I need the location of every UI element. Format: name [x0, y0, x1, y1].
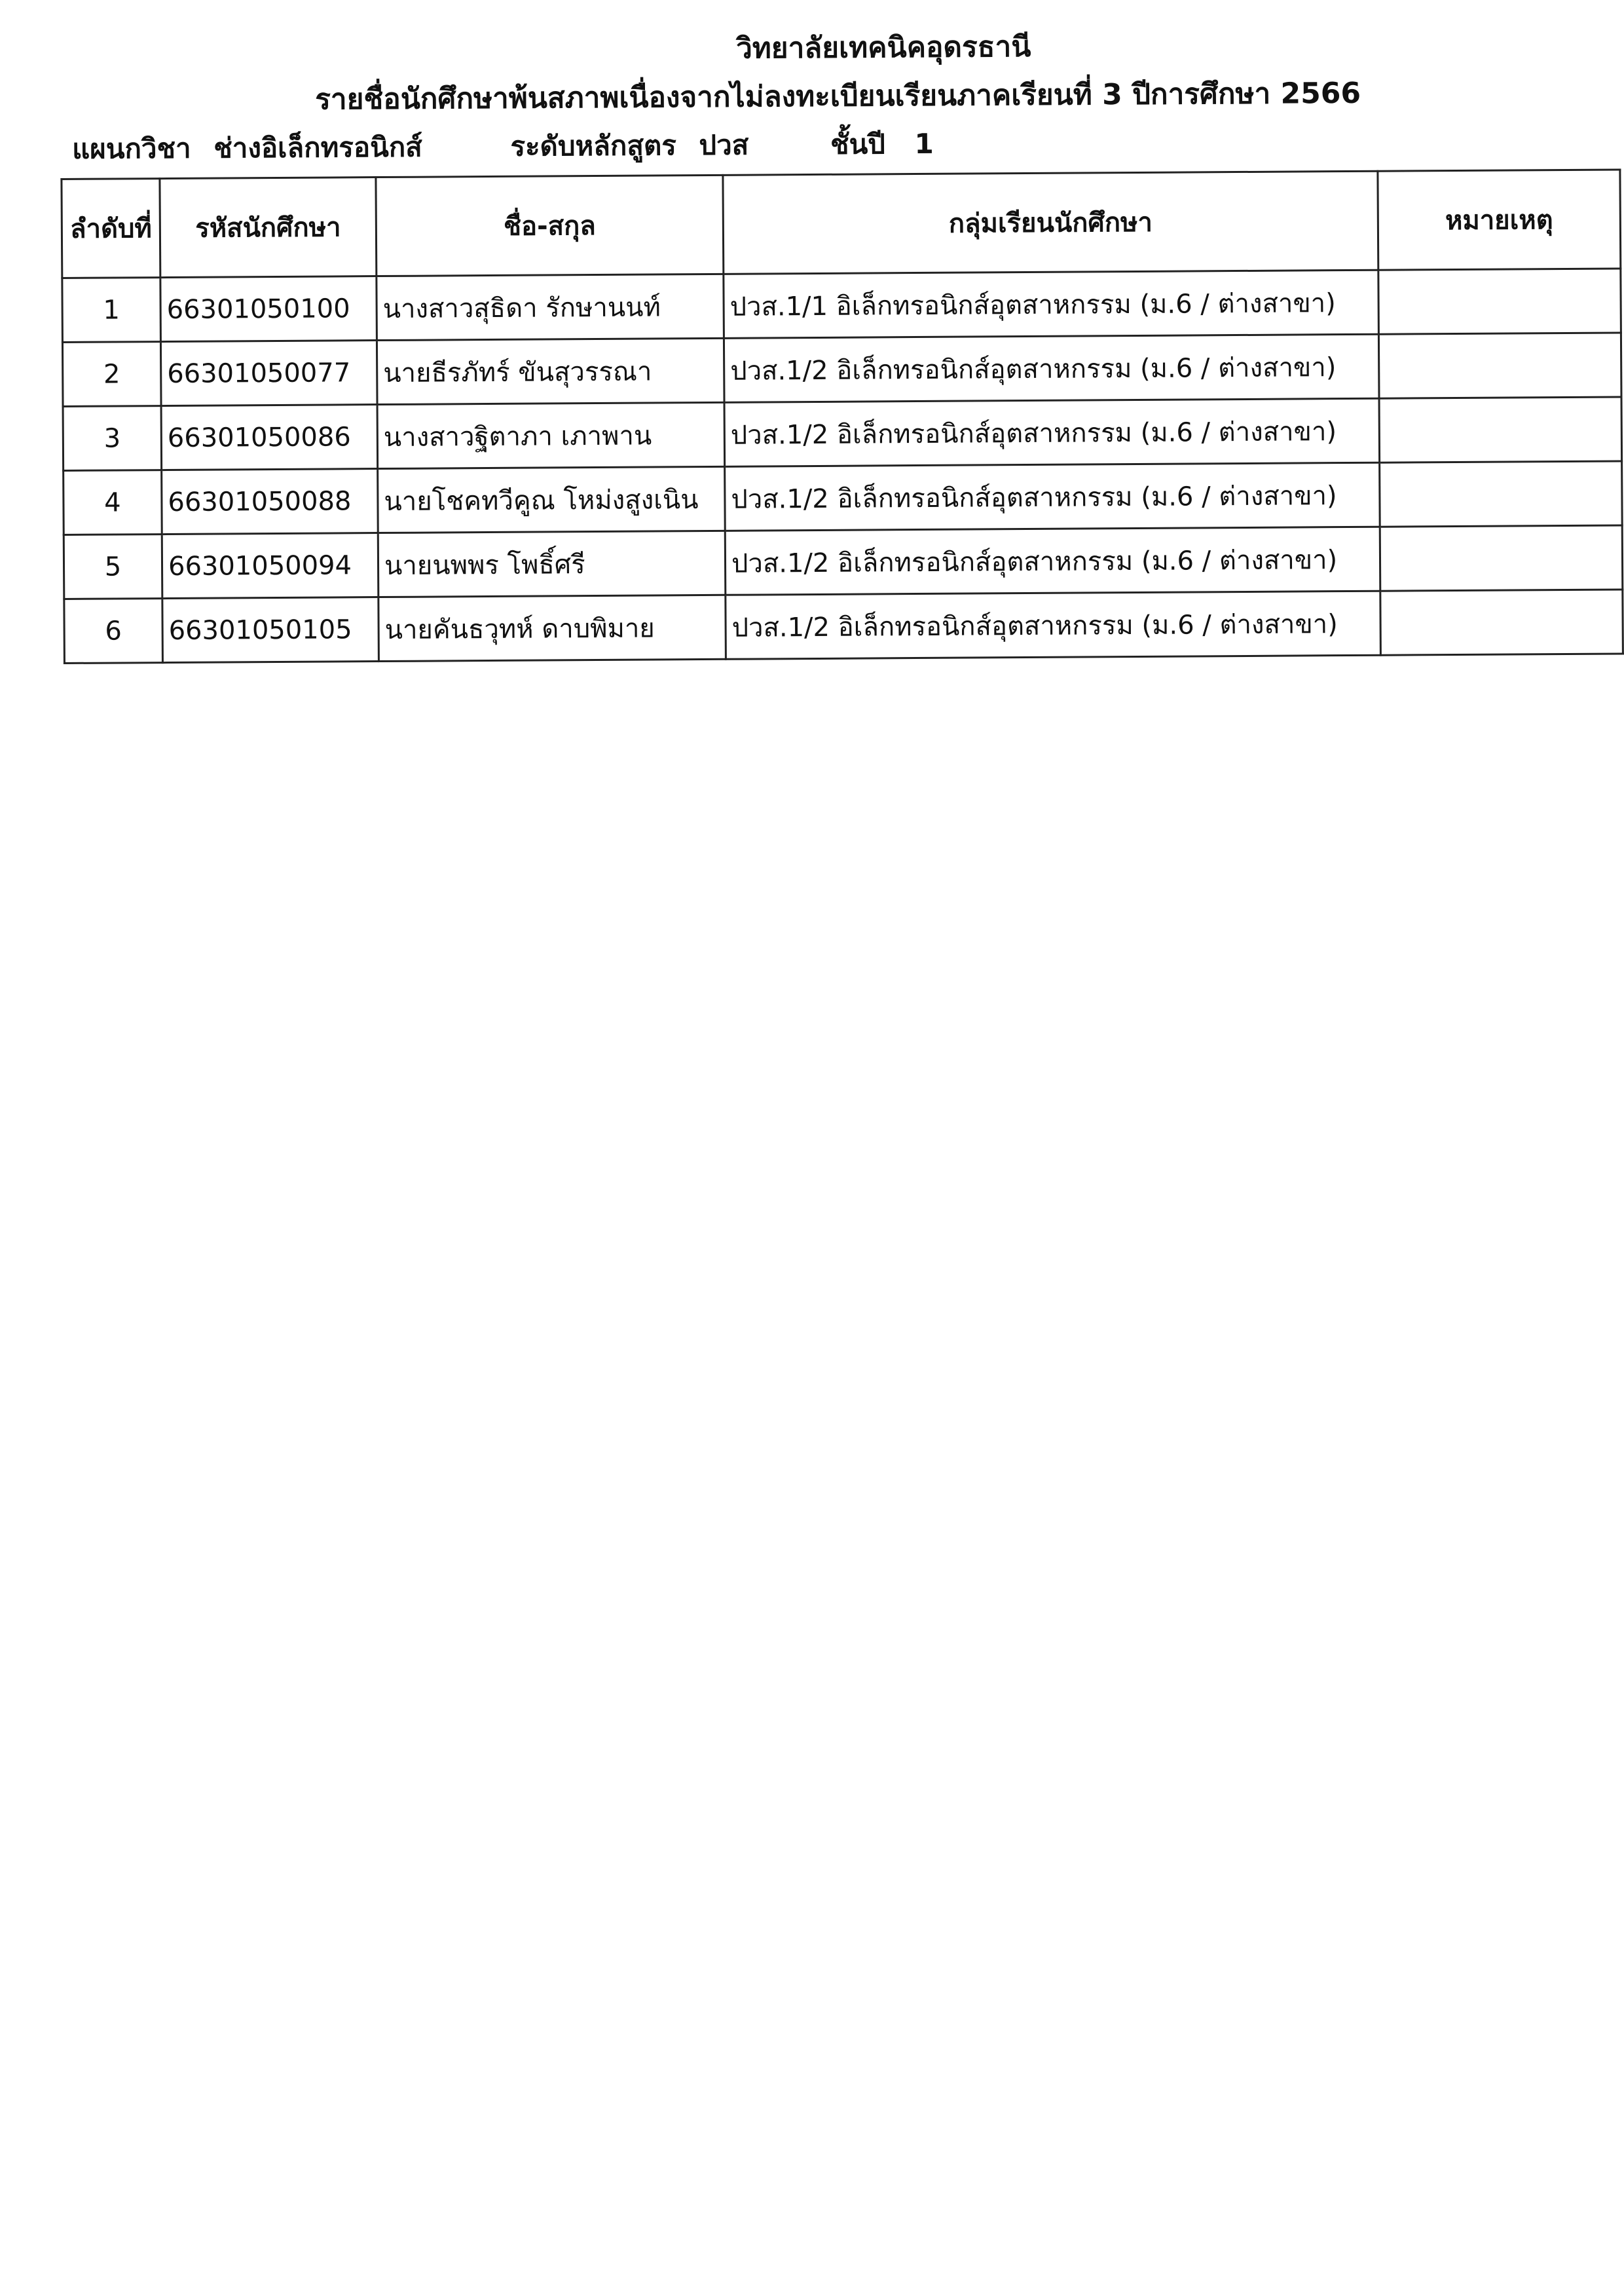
- row-group: ปวส.1/2 อิเล็กทรอนิกส์อุตสาหกรรม (ม.6 / ต่างสาขา): [725, 527, 1380, 595]
- level-value: ปวส: [699, 128, 749, 162]
- department-value: ช่างอิเล็กทรอนิกส์: [213, 130, 423, 164]
- row-name: นายคันธวุทห์ ดาบพิมาย: [378, 595, 726, 661]
- header-group: กลุ่มเรียนนักศึกษา: [723, 171, 1378, 274]
- header-student-id: รหัสนักศึกษา: [160, 178, 377, 278]
- course-info-line: [72, 122, 934, 171]
- row-student-id: 66301050077: [160, 341, 377, 406]
- table-row: [64, 525, 1623, 599]
- row-student-id: 66301050105: [162, 597, 379, 663]
- document-heading: รายชื่อนักศึกษาพ้นสภาพเนื่องจากไม่ลงทะเบียนเรียนภาคเรียนที่ 3 ปีการศึกษา 2566: [315, 76, 1361, 117]
- row-group: ปวส.1/2 อิเล็กทรอนิกส์อุตสาหกรรม (ม.6 / ต่างสาขา): [724, 398, 1380, 466]
- table-body: [62, 269, 1623, 664]
- table-row: [63, 397, 1622, 471]
- table-row: [64, 590, 1623, 664]
- row-note: [1380, 525, 1623, 591]
- header-note: หมายเหตุ: [1378, 170, 1621, 270]
- row-no: 2: [62, 342, 161, 407]
- college-name: วิทยาลัยเทคนิคอุดรธานี: [735, 29, 1031, 66]
- row-student-id: 66301050086: [161, 405, 378, 470]
- row-note: [1379, 397, 1622, 462]
- table-row: [62, 333, 1621, 407]
- row-name: นายนพพร โพธิ์ศรี: [378, 531, 726, 597]
- row-note: [1380, 590, 1623, 655]
- row-name: นางสาวสุธิดา รักษานนท์: [377, 274, 724, 340]
- year-value: 1: [914, 127, 934, 160]
- row-student-id: 66301050088: [162, 469, 378, 535]
- row-no: 1: [62, 278, 161, 343]
- row-no: 4: [64, 470, 162, 535]
- row-note: [1378, 269, 1621, 334]
- table-row: [62, 269, 1621, 343]
- year-label: ชั้นปี: [830, 128, 886, 160]
- row-no: 6: [64, 599, 163, 664]
- student-table: [60, 168, 1623, 664]
- header-name: ชื่อ-สกุล: [376, 175, 724, 276]
- row-no: 5: [64, 535, 162, 599]
- row-group: ปวส.1/1 อิเล็กทรอนิกส์อุตสาหกรรม (ม.6 / ต่างสาขา): [724, 270, 1379, 338]
- row-group: ปวส.1/2 อิเล็กทรอนิกส์อุตสาหกรรม (ม.6 / ต่างสาขา): [726, 591, 1381, 659]
- header-no: ลำดับที่: [62, 179, 160, 278]
- department-label: แผนกวิชา: [71, 132, 191, 165]
- row-name: นางสาวฐิตาภา เภาพาน: [377, 402, 725, 468]
- row-student-id: 66301050094: [162, 533, 378, 599]
- header-row: [62, 170, 1621, 278]
- row-student-id: 66301050100: [160, 276, 377, 342]
- row-note: [1380, 461, 1623, 527]
- row-no: 3: [63, 406, 162, 471]
- level-label: ระดับหลักสูตร: [510, 129, 676, 162]
- table-row: [64, 461, 1623, 535]
- table-header: [62, 170, 1621, 278]
- row-group: ปวส.1/2 อิเล็กทรอนิกส์อุตสาหกรรม (ม.6 / ต่างสาขา): [724, 334, 1379, 402]
- row-name: นายธีรภัทร์ ขันสุวรรณา: [377, 338, 724, 404]
- row-note: [1378, 333, 1621, 398]
- row-name: นายโชคทวีคูณ โหม่งสูงเนิน: [378, 466, 726, 533]
- row-group: ปวส.1/2 อิเล็กทรอนิกส์อุตสาหกรรม (ม.6 / ต่างสาขา): [725, 462, 1380, 531]
